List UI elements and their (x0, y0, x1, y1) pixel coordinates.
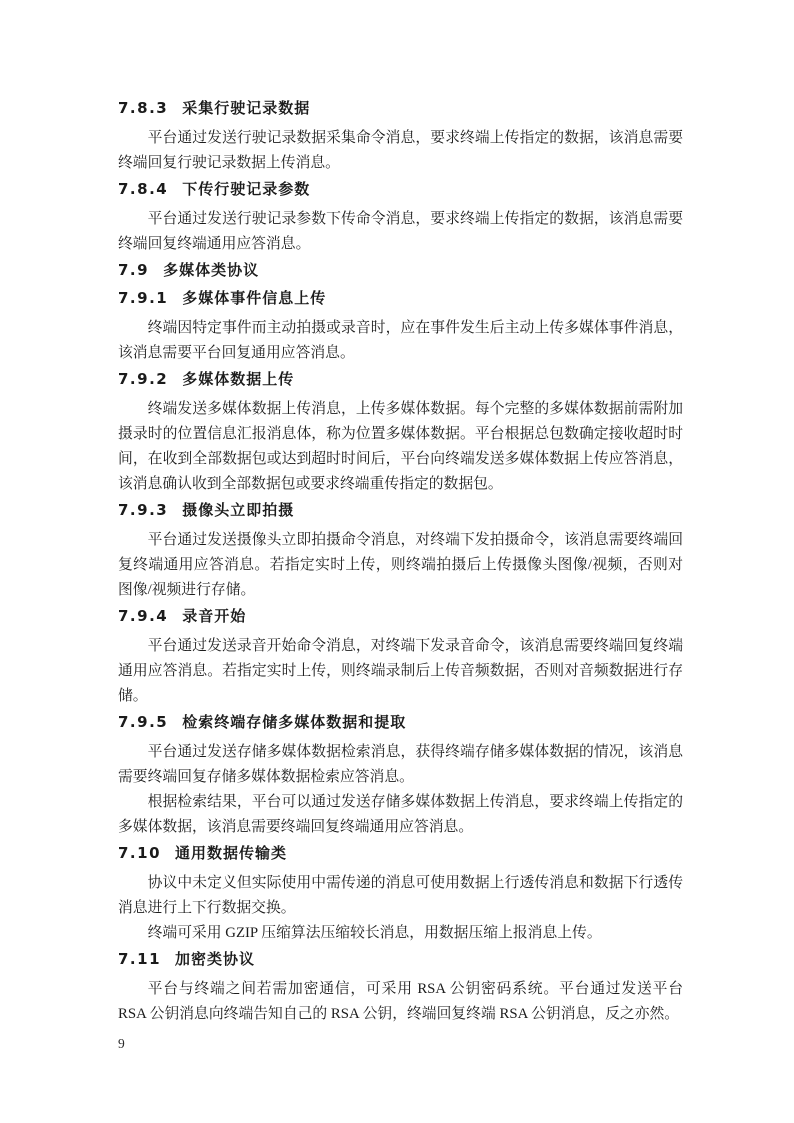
paragraph: 根据检索结果，平台可以通过发送存储多媒体数据上传消息，要求终端上传指定的多媒体数据，该消息需要终端回复终端通用应答消息。 (118, 794, 683, 835)
heading-number: 7.9.2 (118, 370, 169, 388)
heading-title: 多媒体事件信息上传 (182, 289, 327, 307)
paragraph: 协议中未定义但实际使用中需传递的消息可使用数据上行透传消息和数据下行透传消息进行上下行数据交换。 (118, 875, 683, 916)
heading-number: 7.8.3 (118, 99, 169, 117)
paragraph: 平台通过发送行驶记录参数下传命令消息，要求终端上传指定的数据，该消息需要终端回复终端通用应答消息。 (118, 211, 683, 252)
section-heading (118, 179, 683, 199)
heading-number: 7.9.3 (118, 501, 169, 519)
heading-number: 7.9.5 (118, 713, 169, 731)
paragraph: 平台与终端之间若需加密通信，可采用 RSA 公钥密码系统。平台通过发送平台 RSA 公钥消息向终端告知自己的 RSA 公钥，终端回复终端 RSA 公钥消息，反之亦然。 (118, 981, 683, 1022)
paragraph: 终端可采用 GZIP 压缩算法压缩较长消息，用数据压缩上报消息上传。 (147, 925, 602, 941)
heading-title: 下传行驶记录参数 (182, 180, 311, 198)
paragraph: 平台通过发送录音开始命令消息，对终端下发录音命令，该消息需要终端回复终端通用应答消息。若指定实时上传，则终端录制后上传音频数据，否则对音频数据进行存储。 (118, 638, 683, 704)
heading-number: 7.9.4 (118, 607, 169, 625)
heading-title: 多媒体数据上传 (182, 370, 295, 388)
section-heading (118, 369, 683, 389)
document-content (118, 95, 683, 1027)
section-7-9-1 (118, 288, 683, 366)
paragraph: 平台通过发送存储多媒体数据检索消息，获得终端存储多媒体数据的情况，该消息需要终端回复存储多媒体数据检索应答消息。 (118, 744, 683, 785)
heading-number: 7.9.1 (118, 289, 169, 307)
section-heading (118, 712, 683, 732)
heading-title: 加密类协议 (175, 950, 256, 968)
section-heading (118, 949, 683, 969)
section-heading (118, 98, 683, 118)
section-7-8-4 (118, 179, 683, 257)
page-number: 9 (118, 1036, 125, 1051)
paragraph: 平台通过发送行驶记录数据采集命令消息，要求终端上传指定的数据，该消息需要终端回复行驶记录数据上传消息。 (118, 130, 683, 171)
section-heading (118, 260, 683, 280)
heading-number: 7.9 (118, 261, 150, 279)
paragraph: 平台通过发送摄像头立即拍摄命令消息，对终端下发拍摄命令，该消息需要终端回复终端通用应答消息。若指定实时上传，则终端拍摄后上传摄像头图像/视频，否则对图像/视频进行存储。 (118, 532, 683, 598)
section-7-8-3 (118, 98, 683, 176)
heading-number: 7.10 (118, 844, 162, 862)
heading-title: 多媒体类协议 (163, 261, 260, 279)
heading-title: 摄像头立即拍摄 (182, 501, 295, 519)
section-7-11 (118, 949, 683, 1027)
paragraph: 终端发送多媒体数据上传消息，上传多媒体数据。每个完整的多媒体数据前需附加摄录时的位置信息汇报消息体，称为位置多媒体数据。平台根据总包数确定接收超时时间，在收到全部数据包或达到超时时间后，平台向终端发送多媒体数据上传应答消息，该消息确认收到全部数据包或要求终端重传指定的数据包。 (118, 401, 683, 492)
section-7-9-3 (118, 500, 683, 603)
section-7-9-2 (118, 369, 683, 497)
heading-number: 7.11 (118, 950, 162, 968)
section-7-9-4 (118, 606, 683, 709)
section-heading (118, 843, 683, 863)
heading-title: 检索终端存储多媒体数据和提取 (182, 713, 407, 731)
section-7-10 (118, 843, 683, 946)
paragraph: 终端因特定事件而主动拍摄或录音时，应在事件发生后主动上传多媒体事件消息，该消息需要平台回复通用应答消息。 (118, 320, 683, 361)
heading-title: 采集行驶记录数据 (182, 99, 311, 117)
section-heading (118, 606, 683, 626)
section-heading (118, 500, 683, 520)
heading-number: 7.8.4 (118, 180, 169, 198)
heading-title: 录音开始 (182, 607, 247, 625)
section-7-9-5 (118, 712, 683, 840)
section-7-9 (118, 260, 683, 280)
section-heading (118, 288, 683, 308)
heading-title: 通用数据传输类 (175, 844, 288, 862)
